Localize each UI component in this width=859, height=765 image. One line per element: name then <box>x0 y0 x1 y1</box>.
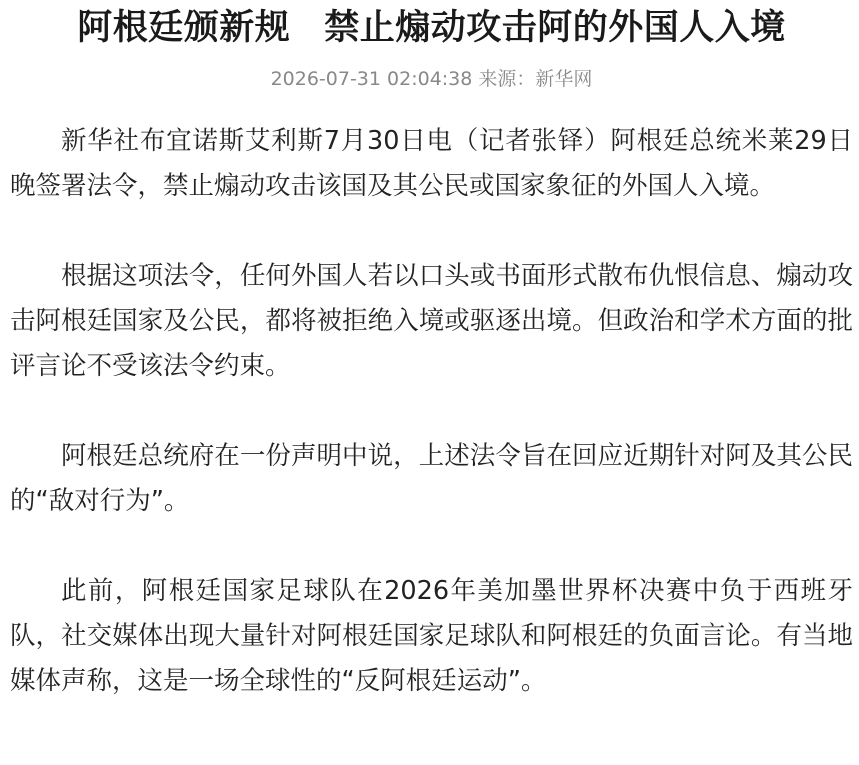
article-paragraph-2: 根据这项法令，任何外国人若以口头或书面形式散布仇恨信息、煽动攻击阿根廷国家及公民，都将被拒绝入境或驱逐出境。但政治和学术方面的批评言论不受该法令约束。 <box>10 261 853 381</box>
article-headline <box>10 0 853 54</box>
article-paragraph-3: 阿根廷总统府在一份声明中说，上述法令旨在回应近期针对阿及其公民的“敌对行为”。 <box>10 441 853 516</box>
article-paragraph-4: 此前，阿根廷国家足球队在2026年美加墨世界杯决赛中负于西班牙队，社交媒体出现大量针对阿根廷国家足球队和阿根廷的负面言论。有当地媒体声称，这是一场全球性的“反阿根廷运动”。 <box>10 576 853 696</box>
article-body <box>10 119 853 704</box>
article-meta <box>10 66 853 92</box>
source-name: 新华网 <box>535 68 593 90</box>
headline-part-2: 禁止煽动攻击阿的外国人入境 <box>324 8 786 48</box>
article-paragraph-1: 新华社布宜诺斯艾利斯7月30日电（记者张铎）阿根廷总统米莱29日晚签署法令，禁止煽动攻击该国及其公民或国家象征的外国人入境。 <box>10 126 853 201</box>
publish-timestamp: 2026-07-31 02:04:38 <box>270 68 473 90</box>
source-label: 来源： <box>478 68 536 90</box>
headline-part-1: 阿根廷颁新规 <box>77 8 291 48</box>
